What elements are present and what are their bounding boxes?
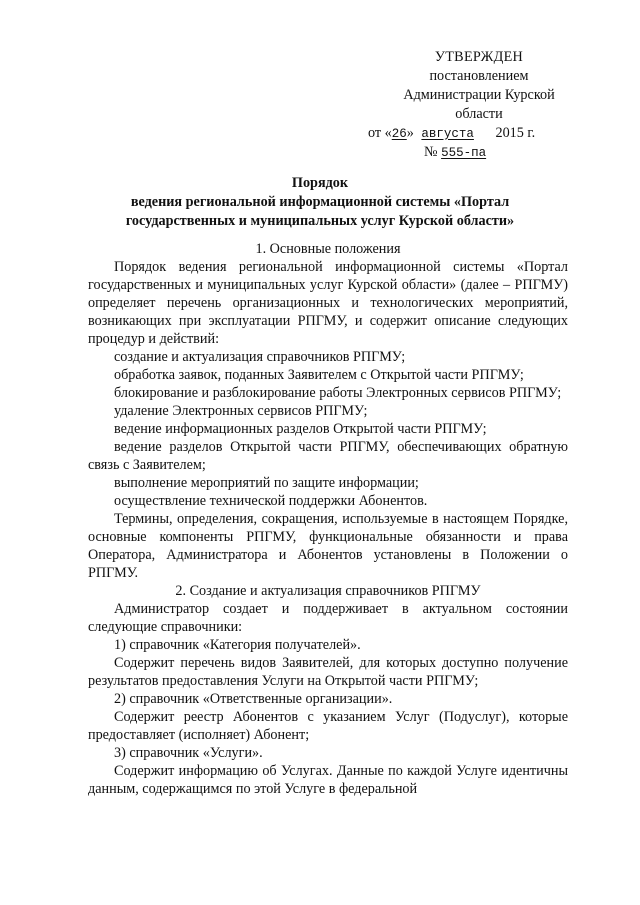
document-title [0, 174, 640, 231]
approval-date [368, 124, 590, 143]
list-item: осуществление технической поддержки Абонентов. [114, 493, 428, 509]
reference-3-description: Содержит информацию об Услугах. Данные по каждой Услуге идентичны данным, содержащимся по этой Услуге в федеральной [88, 763, 568, 797]
reference-1-description: Содержит перечень видов Заявителей, для которых доступно получение результатов предоставления Услуги на Открытой части РПГМУ; [88, 655, 568, 689]
title-line-2: ведения региональной информационной системы «Портал [130, 194, 510, 210]
approval-line-3: области [455, 106, 503, 122]
section-2-heading: 2. Создание и актуализация справочников РПГМУ [175, 583, 481, 599]
date-day: 26 [391, 127, 407, 141]
list-item: ведение разделов Открытой части РПГМУ, обеспечивающих обратную связь с Заявителем; [88, 439, 568, 473]
section-1-terms: Термины, определения, сокращения, используемые в настоящем Порядке, основные компоненты РПГМУ, функциональные обязанности и права Оператора, Администратора и Абонентов установлены в Положении о РПГМУ. [88, 511, 568, 581]
approval-line-1: постановлением [429, 68, 529, 84]
number-prefix: № [424, 144, 438, 160]
section-2-intro: Администратор создает и поддерживает в актуальном состоянии следующие справочники: [88, 601, 568, 635]
date-prefix: от « [368, 125, 392, 141]
title-line-3: государственных и муниципальных услуг Курской области» [125, 213, 515, 229]
date-mid: » [406, 125, 414, 141]
reference-2-title: 2) справочник «Ответственные организации». [114, 691, 393, 707]
title-line-1: Порядок [291, 175, 349, 191]
section-1-heading: 1. Основные положения [255, 241, 401, 257]
list-item: ведение информационных разделов Открытой части РПГМУ; [114, 421, 487, 437]
list-item: выполнение мероприятий по защите информации; [114, 475, 419, 491]
section-1-intro: Порядок ведения региональной информационной системы «Портал государственных и муниципальных услуг Курской области» (далее – РПГМУ) определяет перечень организационных и технологических мероприятий, возникающих при эксплуатации РПГМУ, и содержит описание следующих процедур и действий: [88, 259, 568, 347]
reference-2-description: Содержит реестр Абонентов с указанием Услуг (Подуслуг), которые предоставляет (исполняет) Абонент; [88, 709, 568, 743]
list-item: создание и актуализация справочников РПГМУ; [114, 349, 406, 365]
list-item: удаление Электронных сервисов РПГМУ; [114, 403, 368, 419]
reference-3-title: 3) справочник «Услуги». [114, 745, 263, 761]
approval-stamp [368, 48, 590, 162]
approval-number [368, 143, 590, 162]
number-value: 555-па [441, 146, 487, 160]
reference-1-title: 1) справочник «Категория получателей». [114, 637, 361, 653]
list-item: обработка заявок, поданных Заявителем с Открытой части РПГМУ; [114, 367, 524, 383]
document-body [88, 240, 568, 798]
date-month: августа [421, 127, 474, 141]
approval-title: УТВЕРЖДЕН [434, 49, 524, 65]
date-year: 2015 г. [495, 125, 536, 141]
approval-line-2: Администрации Курской [403, 87, 555, 103]
list-item: блокирование и разблокирование работы Электронных сервисов РПГМУ; [114, 385, 562, 401]
